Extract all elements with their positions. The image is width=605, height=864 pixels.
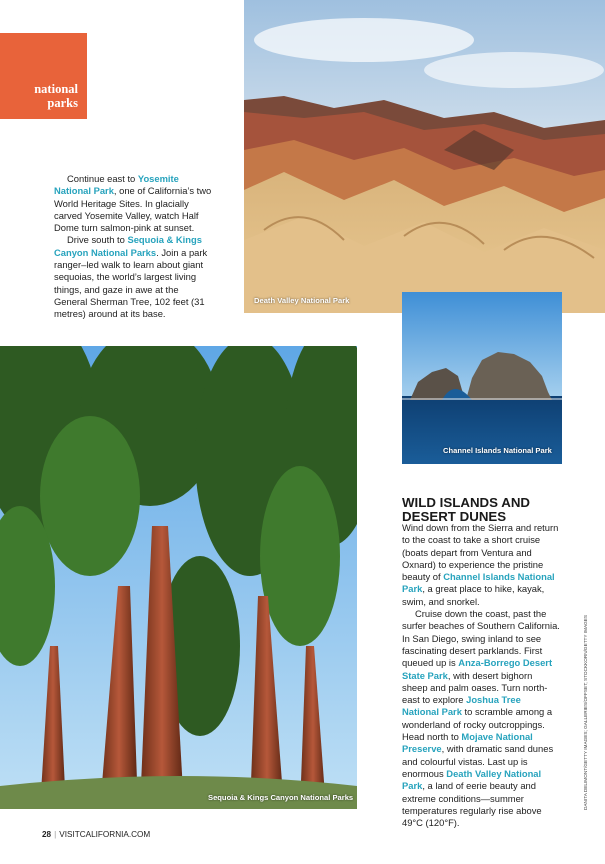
sequoia-photo — [0, 346, 357, 809]
channel-islands-photo — [402, 292, 562, 464]
park-name-link: Mojave National Preserve — [402, 731, 533, 755]
section-paragraph-2: Cruise down the coast, past the surfer beaches of Southern California. In San Diego, swing inland to see fascinating desert parklands. First queued up is Anza-Borrego Desert State Park, with desert bighorn sheep and palm oases. Turn north-east to explore Joshua Tree National Park to scramble among a wonderland of rocky outcroppings. Head north to Mojave National Preserve, with dramatic sand dunes and colourful vistas. Last up is enormous Death Valley National Park, a land of eerie beauty and extreme conditions—summer temperatures regularly rise above 49°C (120°F). — [402, 608, 560, 829]
park-name-link: Channel Islands National Park — [402, 571, 555, 595]
intro-paragraph-2: Drive south to Sequoia & Kings Canyon National Parks. Join a park ranger–led walk to learn about giant sequoias, the world’s largest living things, and gaze in awe at the General Sherman Tree, 102 feet (31 metres) around at its base. — [54, 234, 208, 320]
park-name-link: Sequoia & Kings Canyon National Parks — [54, 234, 202, 258]
section-heading: WILD ISLANDS AND DESERT DUNES — [402, 495, 531, 524]
park-name-link: Joshua Tree National Park — [402, 694, 521, 718]
footer-site-link[interactable]: VISITCALIFORNIA.COM — [59, 830, 151, 839]
park-name-link: Anza-Borrego Desert State Park — [402, 657, 553, 681]
channel-islands-caption: Channel Islands National Park — [443, 446, 552, 455]
footer-separator: | — [54, 830, 57, 839]
section-tag-line-1: national — [34, 82, 78, 96]
page-number: 28 — [42, 830, 52, 839]
death-valley-photo — [244, 0, 605, 313]
section-text — [402, 522, 560, 829]
intro-paragraph-1: Continue east to Yosemite National Park, one of California’s two World Heritage Sites. In glacially carved Yosemite Valley, watch Half Dome turn salmon-pink at sunset. — [54, 173, 212, 234]
photo-credit: DANITA DELIMONT/GETTY IMAGES; GALLERIES/OFFSET; STOCKKORN/GETTY IMAGES — [583, 614, 588, 810]
intro-text — [54, 173, 214, 321]
sequoia-caption: Sequoia & Kings Canyon National Parks — [208, 793, 354, 802]
death-valley-caption: Death Valley National Park — [254, 296, 350, 305]
section-paragraph-1: Wind down from the Sierra and return to the coast to take a short cruise (boats depart from Ventura and Oxnard) to experience the pristine beauty of Channel Islands National Park, a great place to hike, kayak, swim, and snorkel. — [402, 522, 559, 607]
section-tag — [0, 33, 87, 119]
page-footer — [42, 830, 150, 839]
park-name-link: Yosemite National Park — [54, 173, 179, 197]
park-name-link: Death Valley National Park — [402, 767, 542, 792]
section-tag-line-2: parks — [47, 95, 78, 110]
